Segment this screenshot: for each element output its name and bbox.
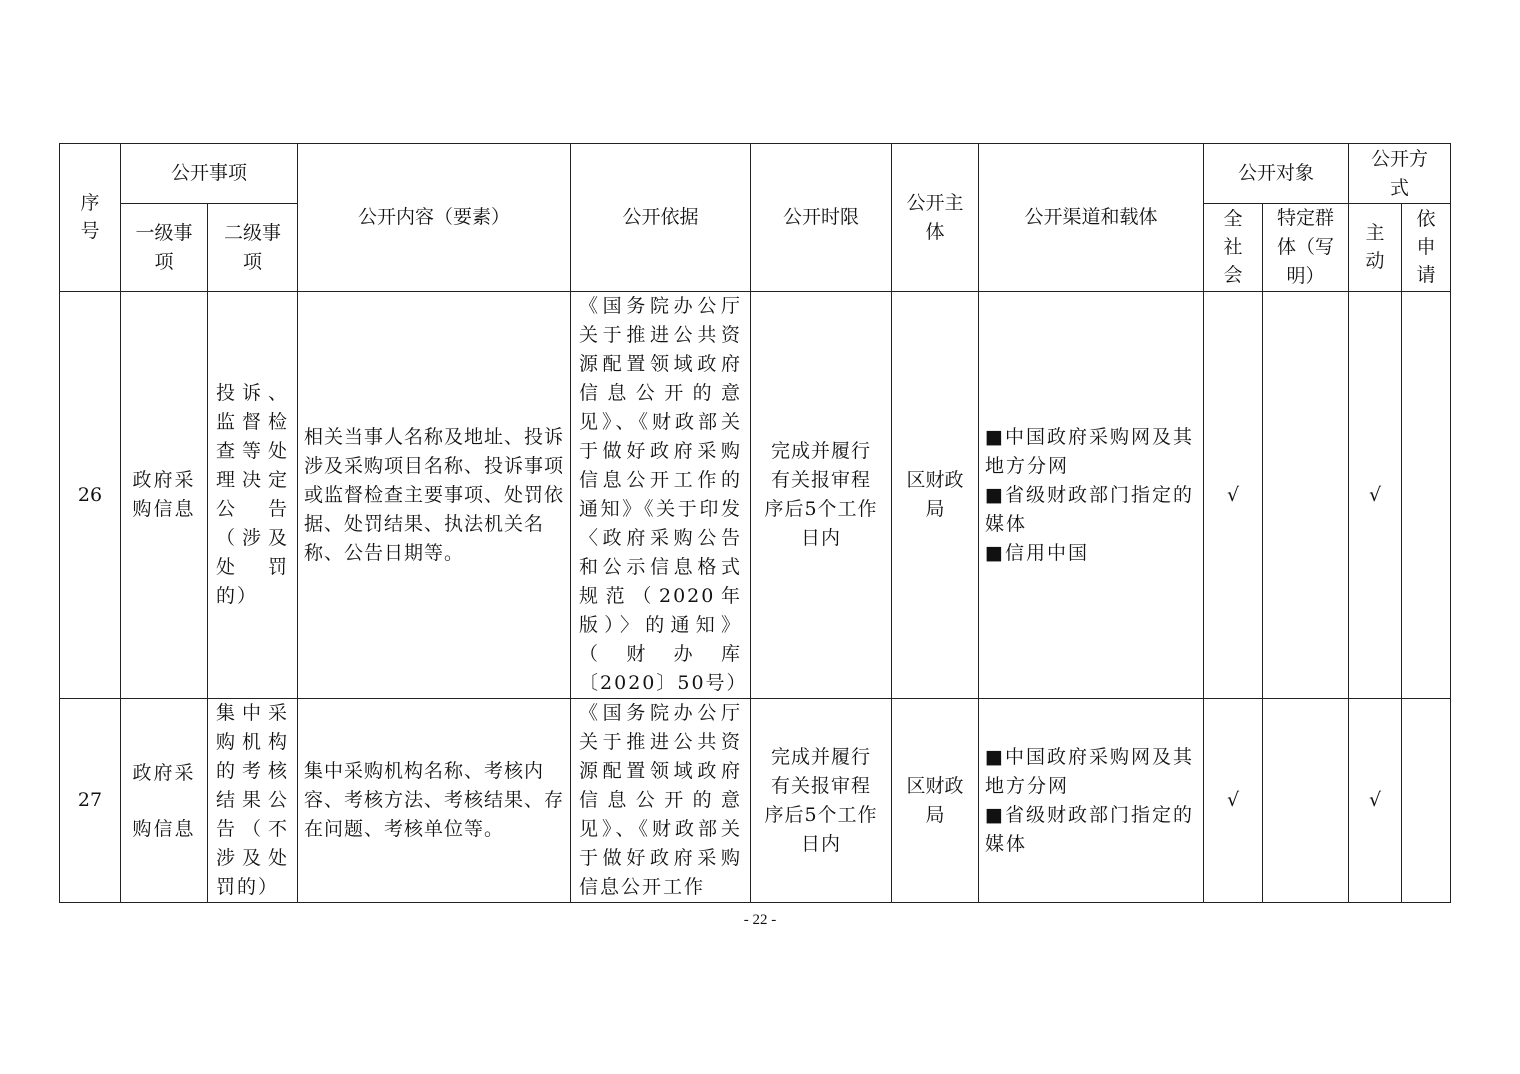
header-subject: 公开主体 (892, 144, 979, 292)
header-method-active: 主动 (1349, 204, 1402, 292)
basis-clip: 《国务院办公厅关于推进公共资源配置领域政府信息公开的意见》、《财政部关于做好政府采购信息公开工作 (579, 702, 743, 898)
method-active-check: √ (1349, 292, 1402, 699)
method-request-value (1402, 699, 1451, 903)
row-time-limit: 完成并履行有关报审程序后5个工作日内 (751, 292, 892, 699)
method-active-check: √ (1349, 699, 1402, 903)
table-row (60, 292, 1451, 699)
row-channels (979, 292, 1204, 699)
header-target-specific: 特定群体（写明） (1263, 204, 1349, 292)
target-specific-value (1263, 292, 1349, 699)
header-basis: 公开依据 (571, 144, 751, 292)
row-level2: 集中采购机构的考核结果公告（不涉及处罚的） (208, 699, 298, 903)
row-level2: 投诉、监督检查等处理决定公告（涉及处罚的） (208, 292, 298, 699)
header-items: 公开事项 (121, 144, 298, 204)
header-time-limit: 公开时限 (751, 144, 892, 292)
row-subject: 区财政局 (892, 292, 979, 699)
row-time-limit: 完成并履行有关报审程序后5个工作日内 (751, 699, 892, 903)
row-basis: 《国务院办公厅关于推进公共资源配置领域政府信息公开的意见》、《财政部关于做好政府采购信息公开工作的通知》《关于印发〈政府采购公告和公示信息格式规范（2020年版）〉的通知》（财办库〔2020〕50号） (571, 292, 751, 699)
method-request-value (1402, 292, 1451, 699)
channel-item: ■中国政府采购网及其地方分网 (985, 745, 1194, 797)
target-all-check: √ (1204, 292, 1263, 699)
row-seq: 26 (60, 292, 121, 699)
channel-item: ■中国政府采购网及其地方分网 (985, 425, 1194, 477)
header-content: 公开内容（要素） (298, 144, 571, 292)
row-level1: 政府采购信息 (121, 699, 208, 903)
header-seq: 序号 (60, 144, 121, 292)
disclosure-table (59, 143, 1451, 903)
row-level1: 政府采购信息 (121, 292, 208, 699)
header-target: 公开对象 (1204, 144, 1349, 204)
target-all-check: √ (1204, 699, 1263, 903)
row-content: 集中采购机构名称、考核内容、考核方法、考核结果、存在问题、考核单位等。 (298, 699, 571, 903)
row-subject: 区财政局 (892, 699, 979, 903)
row-basis (571, 699, 751, 903)
header-method: 公开方式 (1349, 144, 1451, 204)
page-number: - 22 - (743, 912, 777, 928)
channel-item: ■信用中国 (985, 541, 1089, 564)
channel-item: ■省级财政部门指定的媒体 (985, 483, 1194, 535)
header-level1: 一级事项 (121, 204, 208, 292)
row-content: 相关当事人名称及地址、投诉涉及采购项目名称、投诉事项或监督检查主要事项、处罚依据、处罚结果、执法机关名称、公告日期等。 (298, 292, 571, 699)
header-channel: 公开渠道和载体 (979, 144, 1204, 292)
row-channels (979, 699, 1204, 903)
row-seq: 27 (60, 699, 121, 903)
channel-item: ■省级财政部门指定的媒体 (985, 803, 1194, 855)
header-level2: 二级事项 (208, 204, 298, 292)
target-specific-value (1263, 699, 1349, 903)
table-row (60, 699, 1451, 903)
header-method-request: 依申请 (1402, 204, 1451, 292)
header-target-all: 全社会 (1204, 204, 1263, 292)
